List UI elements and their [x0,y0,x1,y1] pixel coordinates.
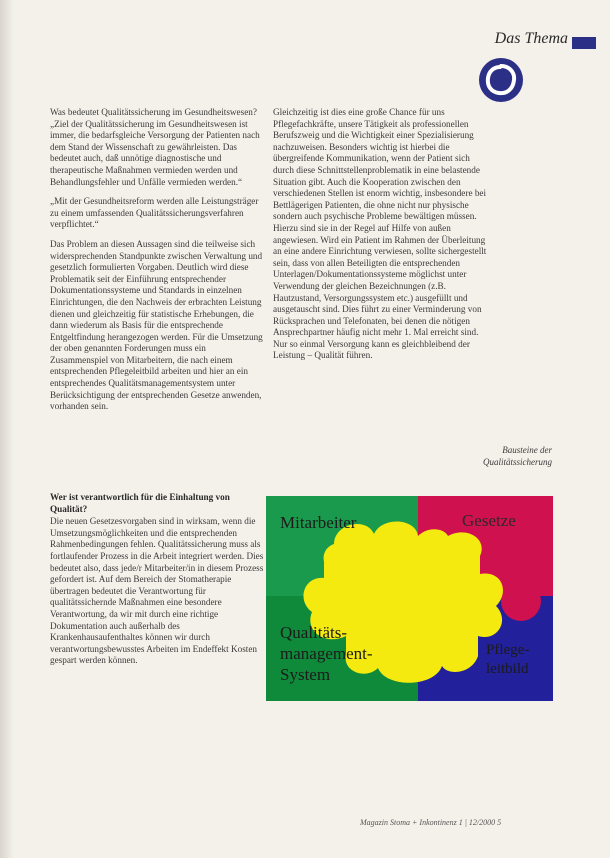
section-color-bar [572,37,596,49]
paragraph: „Mit der Gesundheitsreform werden alle Leistungsträger zu einem umfassenden Qualitätssicherungsverfahren verpflichtet.“ [50,196,259,230]
article-column-left [50,107,264,467]
paragraph: Die neuen Gesetzesvorgaben sind in wirksam, wenn die Umsetzungsmöglichkeiten und die entsprechenden Rahmenbedingungen fehlen. Qualitätssicherung muss als fortlaufender Prozess in die Arbeit integriert werden. Dies bedeutet also, dass jede/r Mitarbeiter/in in diesem Prozess gefordert ist. Auf dem Bereich der Stomatherapie übertragen bedeutet die Verantwortung für qualitätssichernde Maßnahmen eine besondere Verantwortung, da wir mit durch eine richtige Dokumentation auch außerhalb des Krankenhausaufenthaltes können wir durch verantwortungsbewusstes Arbeiten im Endeffekt Kosten gespart werden können. [50,516,264,666]
puzzle-label-qm-line: System [280,665,331,684]
figure-caption: Bausteine der Qualitätssicherung [483,445,552,467]
puzzle-knob [501,581,541,621]
puzzle-label-mitarbeiter: Mitarbeiter [280,513,357,532]
magazine-logo-icon [478,57,524,103]
section-title: Das Thema [494,30,568,47]
paragraph: Gleichzeitig ist dies eine große Chance für uns Pflegefachkräfte, unsere Tätigkeit als professionellen Berufszweig und die Wichtigkeit einer Spezialisierung nachzuweisen. Besonders wichtig ist hierbei die übergreifende Kommunikation, wenn der Patient sich durch diese Schnittstellenproblematik in eine belastende Situation gibt. Auch die Kooperation zwischen den verschiedenen Stellen ist enorm wichtig, insbesondere bei Bettlägerigen Patienten, die ohne nicht nur physische sondern auch psychische Probleme bewältigen müssen. Hierzu sind sie in der Regel auf Hilfe von außen angewiesen. Wird ein Patient im Rahmen der Überleitung an eine andere Einrichtung verwiesen, sollte sichergestellt sein, dass von allen Beteiligten die entsprechenden Unterlagen/Dokumentationssysteme möglichst unter Verwendung der gleichen Bezeichnungen (z.B. Hautzustand, Versorgungssystem etc.) ausgefüllt und ausgetauscht sind. Dies führt zu einer Verminderung von Rücksprachen und Telefonaten, bei denen die nötigen Ansprechpartner häufig nicht mehr 1. Mal erreicht sind. Nur so einmal Versorgung kann es gleichbleibend der Leistung – Qualität führen. [273,107,487,361]
puzzle-label-pflege-line: Pflege- [486,642,530,658]
page-gutter-shadow [0,0,14,858]
paragraph: Was bedeutet Qualitätssicherung im Gesundheitswesen? „Ziel der Qualitätssicherung im Gesundheitswesen ist immer, die bedarfsgleiche Versorgung der Patienten nach dem Stand der Wissenschaft zu gewährleisten. Das bedeutet auch, daß unnötige diagnostische und therapeutische Maßnahmen vermieden werden und Behandlungsfehler und Unfälle vermieden werden.“ [50,107,260,187]
quality-puzzle-figure [266,496,553,701]
puzzle-label-gesetze: Gesetze [462,511,516,530]
subheading: Wer ist verantwortlich für die Einhaltung von Qualität? [50,492,230,514]
puzzle-label-qm-line: management- [280,644,373,663]
puzzle-label-qm-line: Qualitäts- [280,623,348,642]
puzzle-label-pflege-line: leitbild [486,661,529,677]
article-column-bottom [50,492,264,692]
paragraph: Das Problem an diesen Aussagen sind die teilweise sich widersprechenden Standpunkte zwischen Verwaltung und gesetzlich formulierten Vorgaben. Deutlich wird diese Problematik seit der Einführung entsprechender Dokumentationssysteme und Standards in einzelnen Einrichtungen, die den Nachweis der erbrachten Leistung dienen und gleichzeitig für statistische Erhebungen, die dann wiederum als Basis für die entsprechende Entgeltfindung herangezogen werden. Für die Umsetzung der oben genannten Forderungen muss ein Zusammenspiel von Mitarbeitern, die nach einem entsprechenden Pflegeleitbild arbeiten und hier an ein entsprechendes Qualitätsmanagementsystem unter Berücksichtigung der entsprechenden Gesetze anwenden, vorhanden sein. [50,238,263,412]
article-column-right [273,107,491,437]
page-footer: Magazin Stoma + Inkontinenz 1 | 12/2000 5 [360,818,502,827]
